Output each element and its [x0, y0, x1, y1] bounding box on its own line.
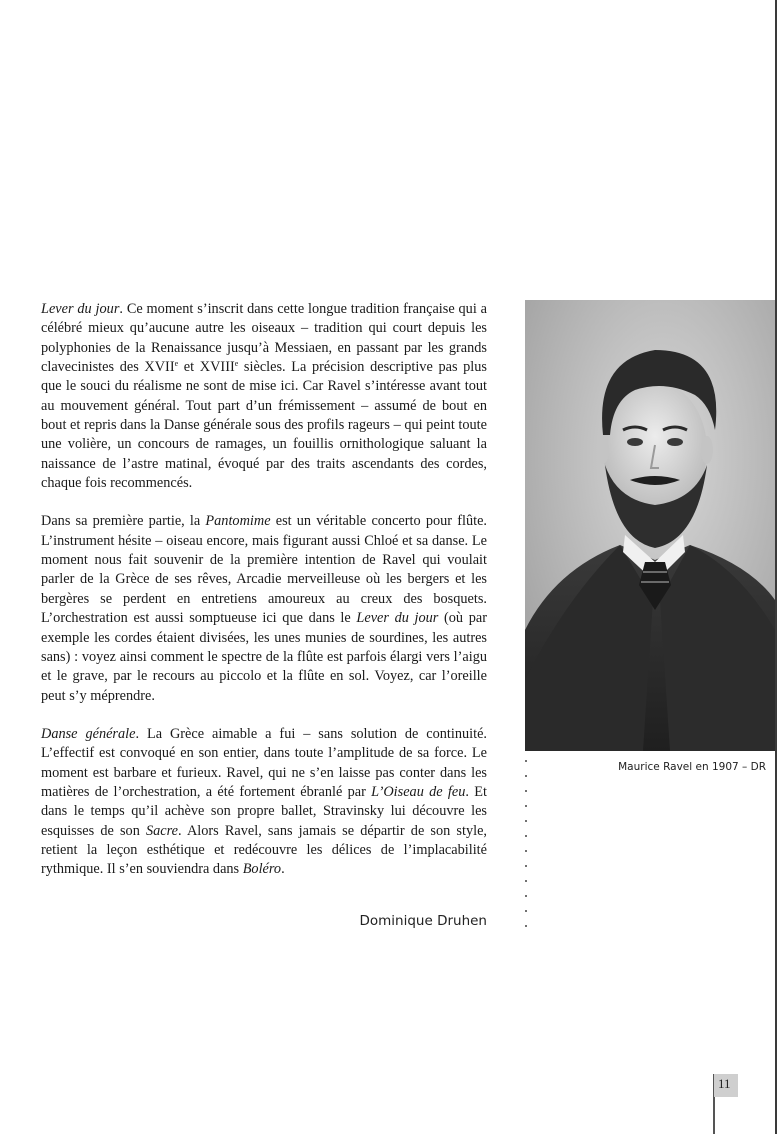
separator-dot	[525, 835, 527, 837]
photo-caption: Maurice Ravel en 1907 – DR	[618, 761, 766, 773]
separator-dot	[525, 925, 527, 927]
dotted-separator	[525, 760, 529, 936]
work-title-lever-du-jour: Lever du jour	[356, 610, 439, 627]
separator-dot	[525, 760, 527, 762]
author-signature: Dominique Druhen	[359, 913, 487, 929]
separator-dot	[525, 850, 527, 852]
section-title-lever-du-jour: Lever du jour	[41, 301, 120, 317]
portrait-photo	[525, 300, 775, 751]
separator-dot	[525, 790, 527, 792]
work-title-oiseau-de-feu: L’Oiseau de feu	[371, 783, 466, 800]
section-title-danse-generale: Danse générale	[41, 725, 136, 742]
separator-dot	[525, 820, 527, 822]
portrait-illustration	[525, 300, 775, 751]
page-number-box	[713, 1074, 738, 1097]
work-title-pantomime: Pantomime	[205, 513, 271, 530]
paragraph-lever-du-jour: Lever du jour. Ce moment s’inscrit dans cette longue tradition française qui a célébré mieux qu’aucune autre les oiseaux – tradition qui court depuis les polyphonies de la Renaissance jusqu’à Messiaen, en passant par les grands clavecinistes des XVIIe et XVIIIe siècles. La précision descriptive pas plus que le souci du réalisme ne sont de mise ici. Car Ravel s’intéresse avant tout au mouvement général. Tout part d’un frémissement – assumé de bout en bout et repris dans la Danse générale sous des profils rageurs – qui peint toute une volière, un concours de ramages, un fouillis ornithologique saluant la naissance de l’astre matinal, évoqué par des traits ascendants des cordes, chaque fois recommencés.	[41, 301, 487, 492]
separator-dot	[525, 910, 527, 912]
separator-dot	[525, 895, 527, 897]
work-title-bolero: Boléro	[242, 861, 282, 878]
paragraph-pantomime: Dans sa première partie, la Pantomime est un véritable concerto pour flûte. L’instrument hésite – oiseau encore, mais figurant aussi Chloé et sa danse. Le moment nous fait souvenir de la première intention de Ravel qui voulait parler de la Grèce de ses rêves, Arcadie merveilleuse où les bergers et les bergères se perdent en entretiens amoureux au creux des bosquets. L’orchestration est aussi somptueuse ici que dans le Lever du jour (où par exemple les cordes étaient divisées, les unes munies de sourdines, les autres sans) : voyez ainsi comment le spectre de la flûte est parfois élargi vers l’aigu et le grave, par le recours au piccolo et la flûte en sol. Voyez, car l’oreille peut s’y méprendre.	[41, 513, 487, 704]
paragraph-danse-generale: Danse générale. La Grèce aimable a fui – sans solution de continuité. L’effectif est convoqué en son entier, dans toute l’amplitude de sa force. Le moment est barbare et furieux. Ravel, qui ne s’en laisse pas conter dans les matières de l’orchestration, a été fortement ébranlé par L’Oiseau de feu. Et dans le temps qu’il achève son propre ballet, Stravinsky lui découvre les esquisses de son Sacre. Alors Ravel, sans jamais se départir de son style, retient la leçon esthétique et redécouvre les délices de l’implacabilité rythmique. Il s’en souviendra dans Boléro.	[41, 725, 487, 878]
page-number: 11	[718, 1076, 731, 1091]
work-title-sacre: Sacre	[146, 822, 179, 839]
separator-dot	[525, 865, 527, 867]
page-number-rule	[713, 1097, 715, 1134]
article-body	[41, 300, 487, 899]
separator-dot	[525, 775, 527, 777]
separator-dot	[525, 805, 527, 807]
separator-dot	[525, 880, 527, 882]
